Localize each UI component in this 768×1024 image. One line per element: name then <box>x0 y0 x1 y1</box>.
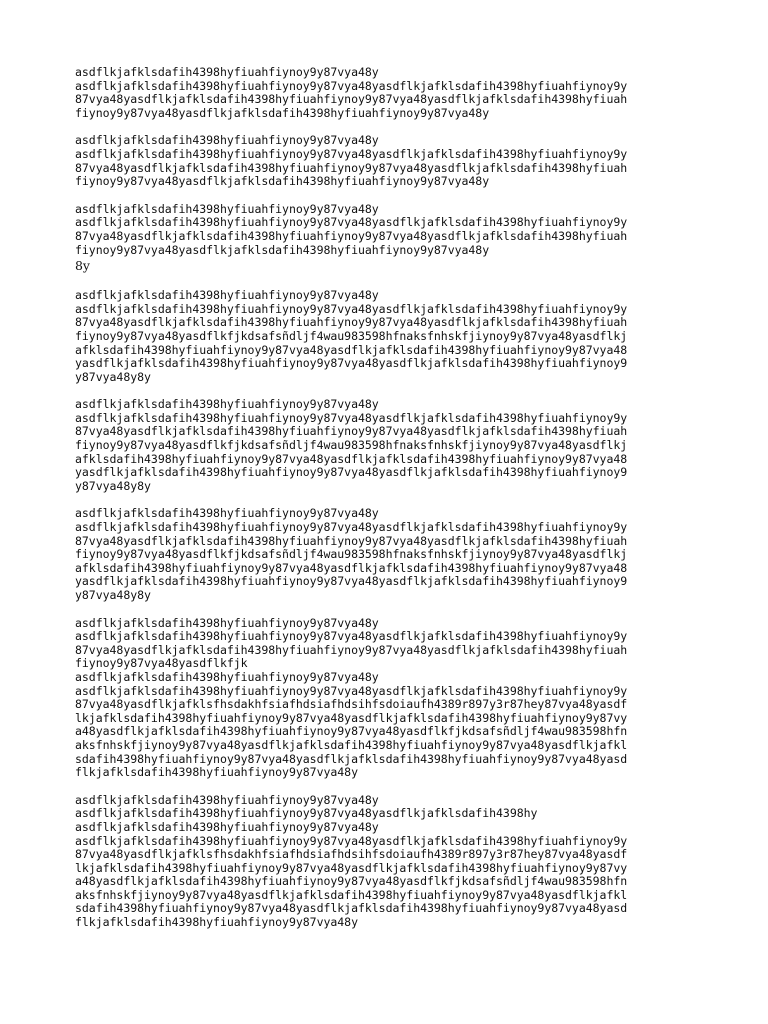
text-line: 87vya48yasdflkjafklsdafih4398hyfiuahfiynoy9y87vya48yasdflkjafklsdafih4398hyfiuah <box>75 92 628 107</box>
text-line: afklsdafih4398hyfiuahfiynoy9y87vya48yasdflkjafklsdafih4398hyfiuahfiynoy9y87vya48 <box>75 342 628 357</box>
text-line: asdflkjafklsdafih4398hyfiuahfiynoy9y87vya48y <box>75 615 379 630</box>
text-line: asdflkjafklsdafih4398hyfiuahfiynoy9y87vya48yasdflkjafklsdafih4398hyfiuahfiynoy9y <box>75 410 628 425</box>
text-line: afklsdafih4398hyfiuahfiynoy9y87vya48yasdflkjafklsdafih4398hyfiuahfiynoy9y87vya48 <box>75 451 628 466</box>
text-line: 87vya48yasdflkjafklsdafih4398hyfiuahfiynoy9y87vya48yasdflkjafklsdafih4398hyfiuah <box>75 533 628 548</box>
text-line: y87vya48y8y <box>75 588 151 602</box>
text-line: asdflkjafklsdafih4398hyfiuahfiynoy9y87vya48y <box>75 506 379 521</box>
text-line: 87vya48yasdflkjafklsdafih4398hyfiuahfiynoy9y87vya48yasdflkjafklsdafih4398hyfiuah <box>75 228 628 243</box>
text-line: 87vya48yasdflkjafklsfhsdakhfsiafhdsiafhdsihfsdoiaufh4389r897y3r87hey87vya48yasdf <box>75 697 628 712</box>
text-line: sdafih4398hyfiuahfiynoy9y87vya48yasdflkjafklsdafih4398hyfiuahfiynoy9y87vya48yasd <box>75 751 628 766</box>
text-line: asdflkjafklsdafih4398hyfiuahfiynoy9y87vya48y <box>75 65 379 79</box>
text-line: y87vya48y8y <box>75 369 151 384</box>
text-line: fiynoy9y87vya48yasdflkfjkdsafsñdljf4wau983598hfnaksfnhskfjiynoy9y87vya48yasdflkj <box>75 328 628 343</box>
text-line: asdflkjafklsdafih4398hyfiuahfiynoy9y87vya48yasdflkjafklsdafih4398hyfiuahfiynoy9y <box>75 78 628 93</box>
document-page <box>75 66 715 944</box>
text-paragraph <box>75 134 715 188</box>
text-line: fiynoy9y87vya48yasdflkjafklsdafih4398hyfiuahfiynoy9y87vya48y <box>75 174 490 189</box>
text-line: yasdflkjafklsdafih4398hyfiuahfiynoy9y87vya48yasdflkjafklsdafih4398hyfiuahfiynoy9 <box>75 465 628 480</box>
text-line: y87vya48y8y <box>75 478 151 493</box>
text-line: fiynoy9y87vya48yasdflkfjkdsafsñdljf4wau983598hfnaksfnhskfjiynoy9y87vya48yasdflkj <box>75 547 628 562</box>
text-line: fiynoy9y87vya48yasdflkjafklsdafih4398hyfiuahfiynoy9y87vya48y <box>75 242 490 257</box>
text-line: 87vya48yasdflkjafklsfhsdakhfsiafhdsiafhdsihfsdoiaufh4389r897y3r87hey87vya48yasdf <box>75 847 628 862</box>
text-line: aksfnhskfjiynoy9y87vya48yasdflkjafklsdafih4398hyfiuahfiynoy9y87vya48yasdflkjafkl <box>75 887 628 902</box>
text-line: asdflkjafklsdafih4398hyfiuahfiynoy9y87vya48y <box>75 133 379 148</box>
text-line: fiynoy9y87vya48yasdflkjafklsdafih4398hyfiuahfiynoy9y87vya48y <box>75 105 490 120</box>
text-line: asdflkjafklsdafih4398hyfiuahfiynoy9y87vya48yasdflkjafklsdafih4398hyfiuahfiynoy9y <box>75 629 628 644</box>
text-line: asdflkjafklsdafih4398hyfiuahfiynoy9y87vya48y <box>75 792 379 807</box>
text-paragraph <box>75 203 715 275</box>
text-paragraph <box>75 794 715 930</box>
text-line: flkjafklsdafih4398hyfiuahfiynoy9y87vya48y <box>75 765 358 780</box>
text-line: 87vya48yasdflkjafklsdafih4398hyfiuahfiynoy9y87vya48yasdflkjafklsdafih4398hyfiuah <box>75 160 628 175</box>
text-paragraph <box>75 66 715 120</box>
text-line: asdflkjafklsdafih4398hyfiuahfiynoy9y87vya48y <box>75 819 379 834</box>
text-paragraph <box>75 617 715 780</box>
text-line: asdflkjafklsdafih4398hyfiuahfiynoy9y87vya48yasdflkjafklsdafih4398hyfiuahfiynoy9y <box>75 301 628 316</box>
text-line: asdflkjafklsdafih4398hyfiuahfiynoy9y87vya48y <box>75 397 379 412</box>
text-line: fiynoy9y87vya48yasdflkfjkdsafsñdljf4wau983598hfnaksfnhskfjiynoy9y87vya48yasdflkj <box>75 438 628 453</box>
text-line: asdflkjafklsdafih4398hyfiuahfiynoy9y87vya48yasdflkjafklsdafih4398hyfiuahfiynoy9y <box>75 146 628 161</box>
text-line: a48yasdflkjafklsdafih4398hyfiuahfiynoy9y87vya48yasdflkfjkdsafsñdljf4wau983598hfn <box>75 724 628 739</box>
text-line: asdflkjafklsdafih4398hyfiuahfiynoy9y87vya48yasdflkjafklsdafih4398hyfiuahfiynoy9y <box>75 520 628 535</box>
text-line: aksfnhskfjiynoy9y87vya48yasdflkjafklsdafih4398hyfiuahfiynoy9y87vya48yasdflkjafkl <box>75 737 628 752</box>
text-line: lkjafklsdafih4398hyfiuahfiynoy9y87vya48yasdflkjafklsdafih4398hyfiuahfiynoy9y87vy <box>75 710 628 725</box>
text-line: asdflkjafklsdafih4398hyfiuahfiynoy9y87vya48yasdflkjafklsdafih4398hyfiuahfiynoy9y <box>75 833 628 848</box>
text-line: asdflkjafklsdafih4398hyfiuahfiynoy9y87vya48yasdflkjafklsdafih4398hy <box>75 806 538 821</box>
text-line: a48yasdflkjafklsdafih4398hyfiuahfiynoy9y87vya48yasdflkfjkdsafsñdljf4wau983598hfn <box>75 874 628 889</box>
text-line: afklsdafih4398hyfiuahfiynoy9y87vya48yasdflkjafklsdafih4398hyfiuahfiynoy9y87vya48 <box>75 560 628 575</box>
text-line: flkjafklsdafih4398hyfiuahfiynoy9y87vya48y <box>75 915 358 930</box>
text-line: asdflkjafklsdafih4398hyfiuahfiynoy9y87vya48y <box>75 201 379 216</box>
text-line: 87vya48yasdflkjafklsdafih4398hyfiuahfiynoy9y87vya48yasdflkjafklsdafih4398hyfiuah <box>75 424 628 439</box>
text-line: asdflkjafklsdafih4398hyfiuahfiynoy9y87vya48y <box>75 288 379 303</box>
text-line: fiynoy9y87vya48yasdflkfjk <box>75 656 248 671</box>
text-line-fragment: 8y <box>75 258 90 274</box>
text-paragraph <box>75 289 715 384</box>
text-line: yasdflkjafklsdafih4398hyfiuahfiynoy9y87vya48yasdflkjafklsdafih4398hyfiuahfiynoy9 <box>75 356 628 371</box>
text-paragraph <box>75 398 715 493</box>
text-paragraph <box>75 507 715 602</box>
text-line: asdflkjafklsdafih4398hyfiuahfiynoy9y87vya48yasdflkjafklsdafih4398hyfiuahfiynoy9y <box>75 683 628 698</box>
text-line: asdflkjafklsdafih4398hyfiuahfiynoy9y87vya48y <box>75 669 379 684</box>
text-line: lkjafklsdafih4398hyfiuahfiynoy9y87vya48yasdflkjafklsdafih4398hyfiuahfiynoy9y87vy <box>75 860 628 875</box>
text-line: 87vya48yasdflkjafklsdafih4398hyfiuahfiynoy9y87vya48yasdflkjafklsdafih4398hyfiuah <box>75 642 628 657</box>
text-line: asdflkjafklsdafih4398hyfiuahfiynoy9y87vya48yasdflkjafklsdafih4398hyfiuahfiynoy9y <box>75 215 628 230</box>
text-line: sdafih4398hyfiuahfiynoy9y87vya48yasdflkjafklsdafih4398hyfiuahfiynoy9y87vya48yasd <box>75 901 628 916</box>
text-line: yasdflkjafklsdafih4398hyfiuahfiynoy9y87vya48yasdflkjafklsdafih4398hyfiuahfiynoy9 <box>75 574 628 589</box>
text-line: 87vya48yasdflkjafklsdafih4398hyfiuahfiynoy9y87vya48yasdflkjafklsdafih4398hyfiuah <box>75 315 628 330</box>
